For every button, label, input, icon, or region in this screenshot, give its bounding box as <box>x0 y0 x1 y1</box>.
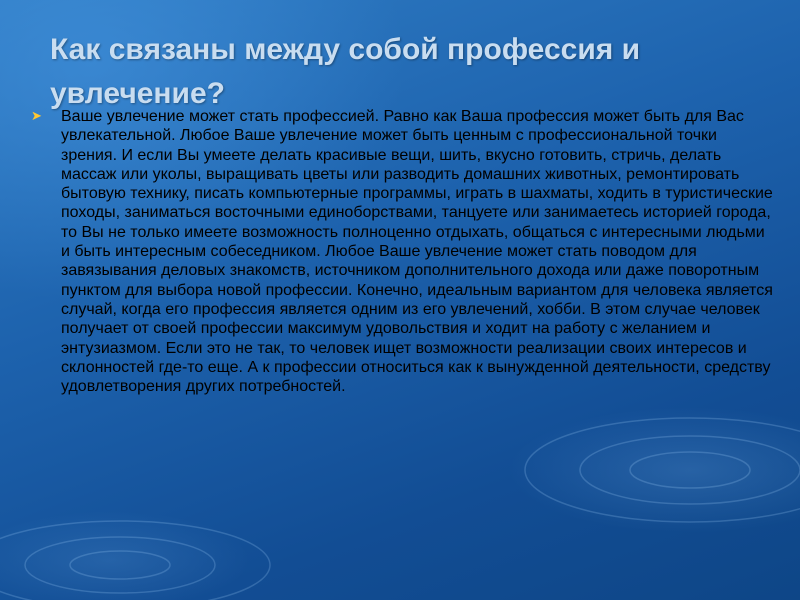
arrow-bullet-icon: ➤ <box>31 108 42 123</box>
slide-body-text: Ваше увлечение может стать профессией. Равно как Ваша профессия может быть для Вас увлекательной. Любое Ваше увлечение может быть ценным с профессиональной точки зрения. И если Вы умеете делать красивые вещи, шить, вкусно готовить, стричь, делать массаж или уколы, выращивать цветы или разводить домашних животных, ремонтировать бытовую технику, писать компьютерные программы, играть в шахматы, ходить в туристические походы, заниматься восточными единоборствами, танцуете или занимаетесь историей города, то Вы не только имеете возможность полноценно отдыхать, общаться с интересными людьми и быть интересным собеседником. Любое Ваше увлечение может стать поводом для завязывания деловых знакомств, источником дополнительного дохода или даже поворотным пунктом для выбора новой профессии. Конечно, идеальным вариантом для человека является случай, когда его профессия является одним из его увлечений, хобби. В этом случае человек получает от своей профессии максимум удовольствия и ходит на работу с желанием и энтузиазмом. Если это не так, то человек ищет возможности реализации своих интересов и склонностей где-то еще. А к профессии относиться как к вынужденной деятельности, средству удовлетворения других потребностей. <box>61 108 773 396</box>
slide-title: Как связаны между собой профессия и увлечение? <box>50 33 641 110</box>
